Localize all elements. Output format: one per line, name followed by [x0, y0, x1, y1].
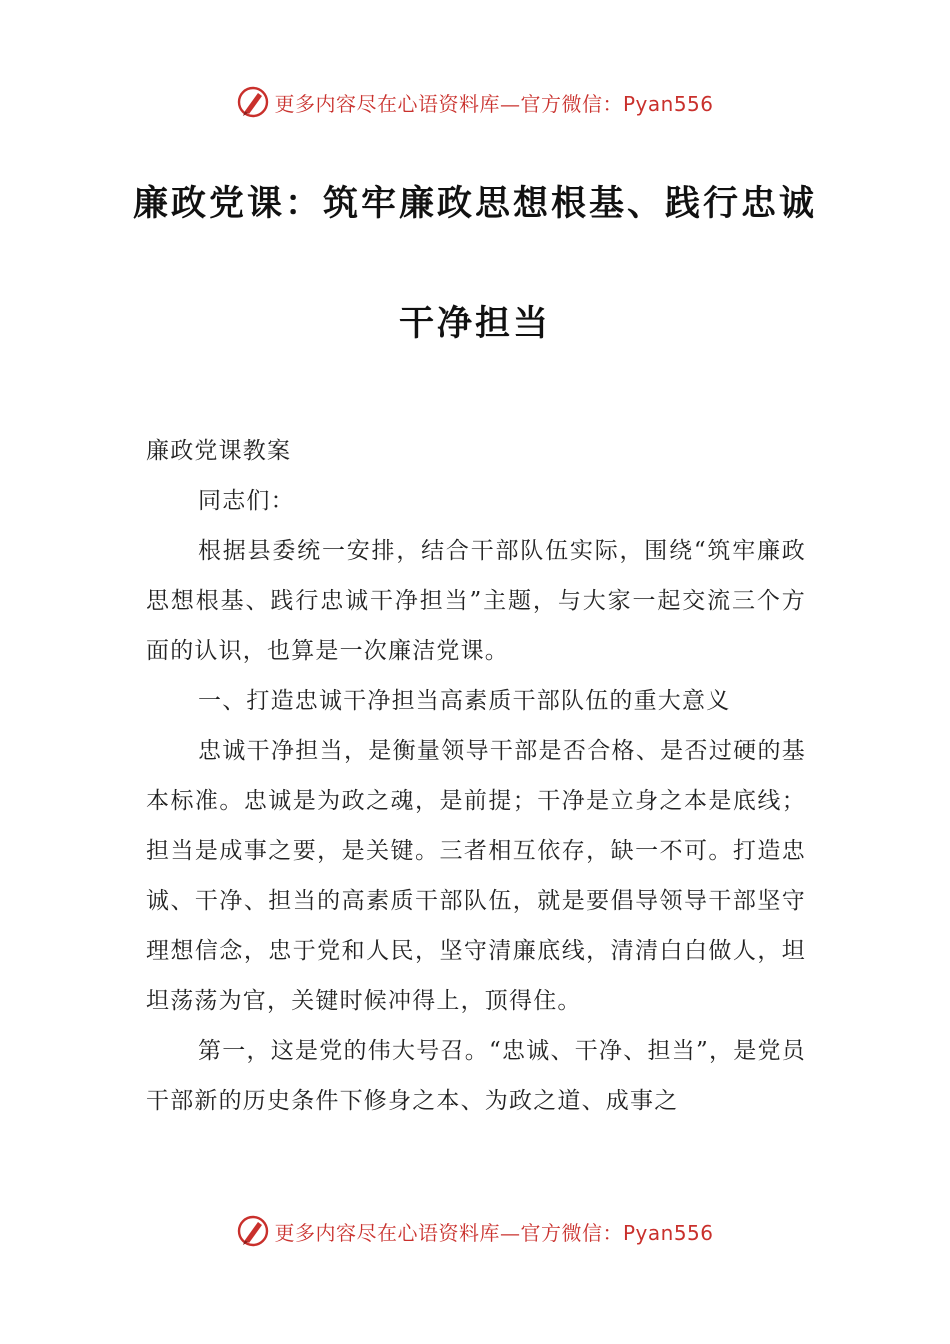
document-title-line2: 干净担当 [398, 303, 551, 344]
watermark-text [274, 1217, 713, 1246]
pen-in-circle-icon [236, 1214, 270, 1248]
paragraph-significance: 忠诚干净担当，是衡量领导干部是否合格、是否过硬的基本标准。忠诚是为政之魂，是前提；干净是立身之本是底线；担当是成事之要，是关键。三者相互依存，缺一不可。打造忠诚、干净、担当的高素质干部队伍，就是要倡导领导干部坚守理想信念，忠于党和人民，坚守清廉底线，清清白白做人，坦坦荡荡为官，关键时候冲得上，顶得住。 [146, 738, 806, 1014]
watermark-prefix: 更多内容尽在心语资料库—官方微信： [274, 91, 623, 116]
paragraph-subtitle: 廉政党课教案 [146, 438, 292, 464]
watermark-wechat-id: Pyan556 [622, 1220, 714, 1245]
watermark-banner-top [0, 82, 950, 122]
watermark-wechat-id: Pyan556 [622, 91, 714, 116]
watermark-prefix: 更多内容尽在心语资料库—官方微信： [274, 1220, 623, 1245]
section-heading-1: 一、打造忠诚干净担当高素质干部队伍的重大意义 [198, 688, 731, 714]
pen-in-circle-icon [236, 85, 270, 119]
watermark-text [274, 88, 713, 117]
document-title-line1: 廉政党课：筑牢廉政思想根基、践行忠诚 [132, 183, 817, 224]
paragraph-intro: 根据县委统一安排，结合干部队伍实际，围绕“筑牢廉政思想根基、践行忠诚干净担当”主题，与大家一起交流三个方面的认识，也算是一次廉洁党课。 [146, 538, 806, 664]
paragraph-first-point: 第一，这是党的伟大号召。“忠诚、干净、担当”，是党员干部新的历史条件下修身之本、为政之道、成事之 [146, 1038, 806, 1114]
document-body [146, 426, 806, 1126]
watermark-banner-bottom [0, 1211, 950, 1251]
paragraph-greeting: 同志们： [198, 488, 295, 514]
